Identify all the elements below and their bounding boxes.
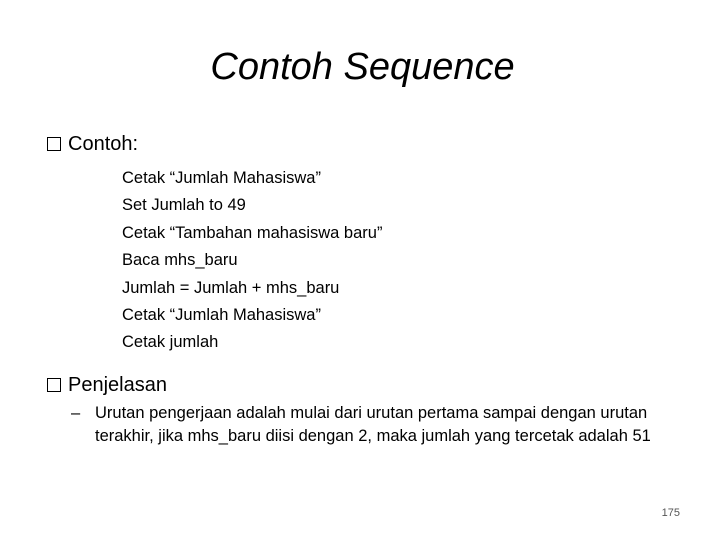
bullet-heading: Contoh: <box>68 133 139 155</box>
bullet-heading: Penjelasan <box>68 374 167 396</box>
dash-marker: – <box>71 404 81 422</box>
pseudocode-line: Cetak “Jumlah Mahasiswa” <box>122 306 321 325</box>
pseudocode-line: Cetak “Tambahan mahasiswa baru” <box>122 223 383 242</box>
checkbox-bullet-icon <box>47 378 61 392</box>
pseudocode-line: Cetak jumlah <box>122 333 219 352</box>
sub-bullet <box>71 402 671 448</box>
bullet-contoh <box>47 131 138 157</box>
bullet-penjelasan <box>47 372 167 398</box>
pseudocode-line: Set Jumlah to 49 <box>122 196 246 215</box>
sub-bullet-text: Urutan pengerjaan adalah mulai dari urutan pertama sampai dengan urutan terakhir, jika mhs_baru diisi dengan 2, maka jumlah yang tercetak adalah 51 <box>95 404 651 445</box>
checkbox-bullet-icon <box>47 137 61 151</box>
slide-title: Contoh Sequence <box>210 46 515 88</box>
pseudocode-line: Jumlah = Jumlah + mhs_baru <box>122 278 340 297</box>
page-number: 175 <box>661 507 680 519</box>
pseudocode-block <box>122 165 382 357</box>
pseudocode-line: Baca mhs_baru <box>122 251 238 270</box>
pseudocode-line: Cetak “Jumlah Mahasiswa” <box>122 169 321 187</box>
